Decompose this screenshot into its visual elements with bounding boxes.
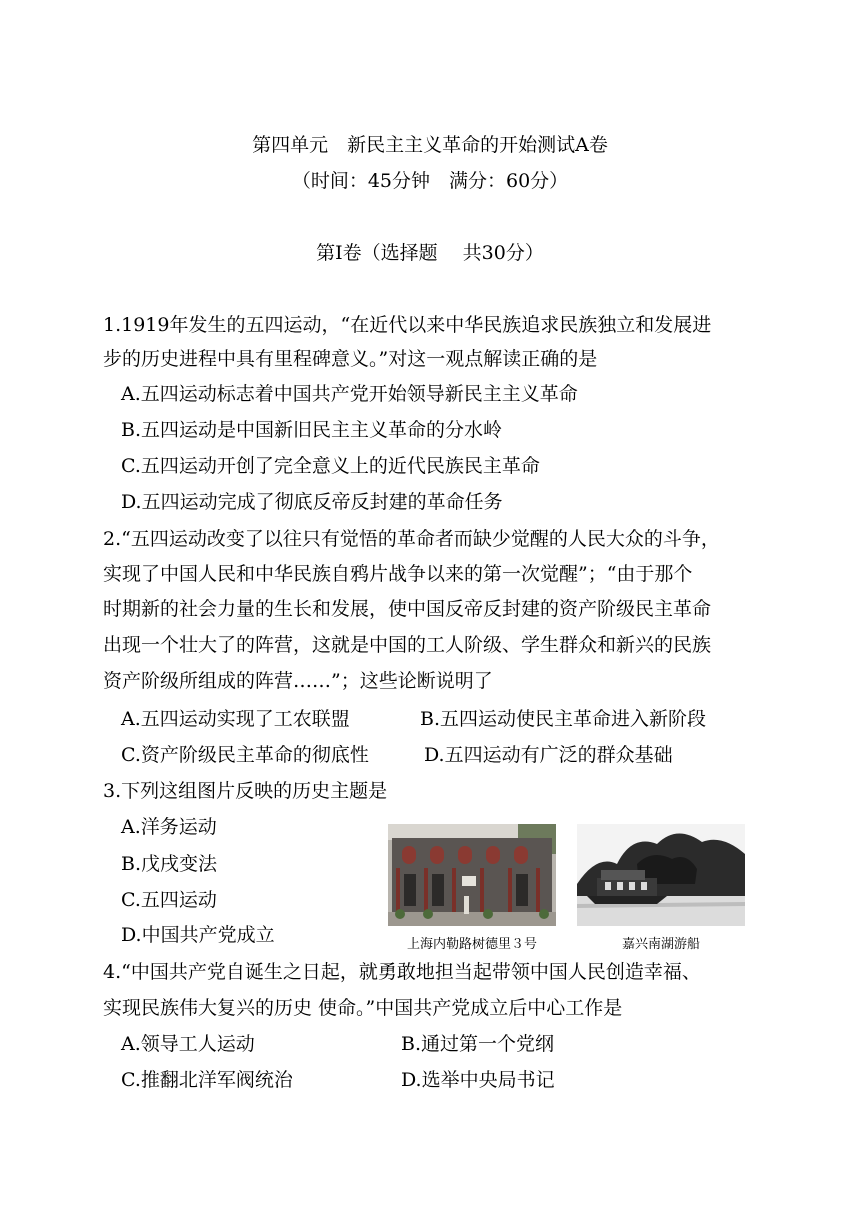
q1-option-c: C.五四运动开创了完全意义上的近代民族民主革命 (121, 455, 540, 477)
q3-option-c: C.五四运动 (121, 889, 217, 911)
q2-option-c: C.资产阶级民主革命的彻底性 (121, 744, 369, 766)
q4-option-c: C.推翻北洋军阀统治 (121, 1069, 293, 1091)
q2-stem-line-5: 资产阶级所组成的阵营……”；这些论断说明了 (103, 670, 493, 692)
q2-option-b: B.五四运动使民主革命进入新阶段 (420, 708, 707, 730)
q2-stem-line-4: 出现一个壮大了的阵营，这就是中国的工人阶级、学生群众和新兴的民族 (103, 634, 712, 656)
q4-option-d: D.选举中央局书记 (401, 1069, 555, 1091)
q1-option-b: B.五四运动是中国新旧民主主义革命的分水岭 (121, 419, 503, 441)
q1-option-d: D.五四运动完成了彻底反帝反封建的革命任务 (121, 491, 503, 513)
q2-option-d: D.五四运动有广泛的群众基础 (424, 744, 673, 766)
photo-shanghai-site (388, 824, 556, 926)
q3-stem-line-1: 3.下列这组图片反映的历史主题是 (103, 780, 388, 802)
q1-option-a: A.五四运动标志着中国共产党开始领导新民主主义革命 (121, 383, 578, 405)
exam-subtitle: （时间：45分钟 满分：60分） (291, 170, 569, 192)
section-heading: 第Ⅰ卷（选择题 共30分） (316, 242, 544, 264)
q2-stem-line-2: 实现了中国人民和中华民族自鸦片战争以来的第一次觉醒”；“由于那个 (103, 563, 693, 585)
q3-option-b: B.戊戌变法 (121, 853, 218, 875)
photo-shanghai-caption: 上海内勒路树德里３号 (406, 937, 537, 952)
q2-stem-line-3: 时期新的社会力量的生长和发展，使中国反帝反封建的资产阶级民主革命 (103, 598, 712, 620)
q3-option-a: A.洋务运动 (121, 816, 217, 838)
q3-option-d: D.中国共产党成立 (121, 924, 275, 946)
photo-jiaxing-boat (577, 824, 745, 926)
q1-stem-line-1: 1.1919年发生的五四运动，“在近代以来中华民族追求民族独立和发展进 (103, 314, 712, 336)
exam-title: 第四单元 新民主主义革命的开始测试A卷 (252, 134, 608, 156)
q1-stem-line-2: 步的历史进程中具有里程碑意义。”对这一观点解读正确的是 (103, 348, 598, 370)
photo-jiaxing-caption: 嘉兴南湖游船 (621, 937, 700, 952)
q2-option-a: A.五四运动实现了工农联盟 (121, 708, 350, 730)
q4-option-b: B.通过第一个党纲 (401, 1033, 555, 1055)
q4-stem-line-1: 4.“中国共产党自诞生之日起，就勇敢地担当起带领中国人民创造幸福、 (103, 961, 701, 983)
q4-stem-line-2: 实现民族伟大复兴的历史 使命。”中国共产党成立后中心工作是 (103, 997, 623, 1019)
q2-stem-line-1: 2.“五四运动改变了以往只有觉悟的革命者而缺少觉醒的人民大众的斗争， (103, 528, 720, 550)
q4-option-a: A.领导工人运动 (121, 1033, 255, 1055)
